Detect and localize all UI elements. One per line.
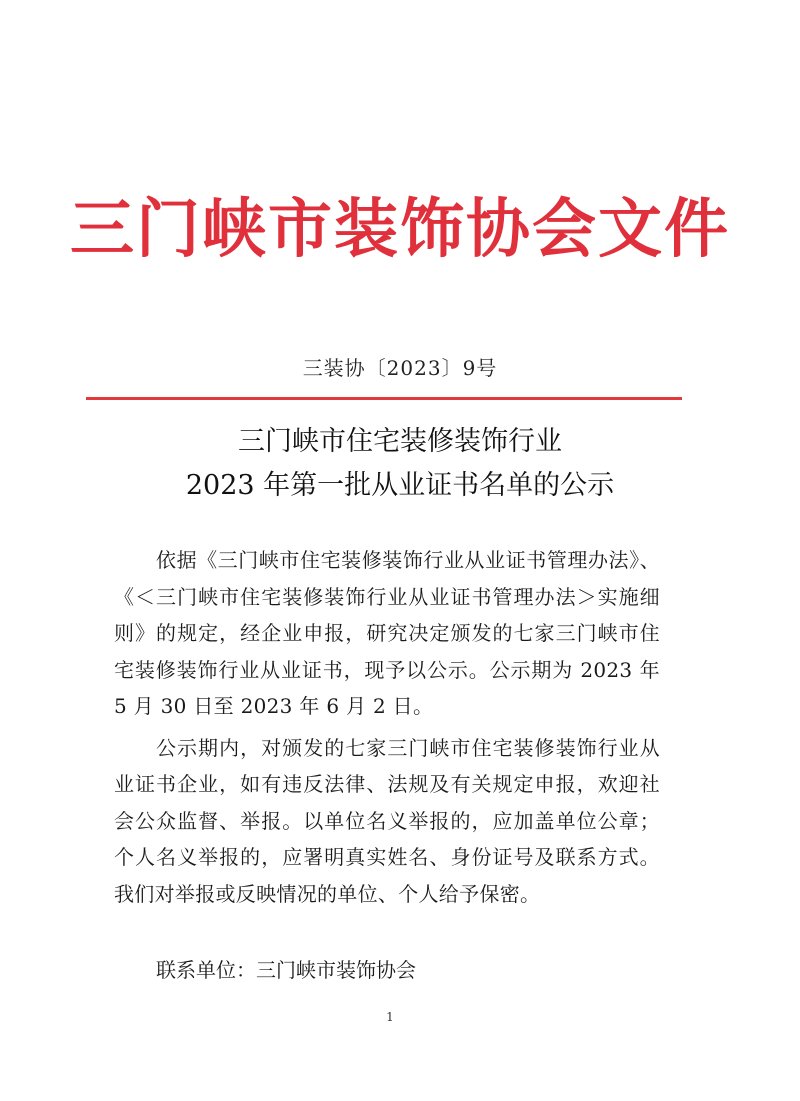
- body-paragraph-1: 依据《三门峡市住宅装修装饰行业从业证书管理办法》、《＜三门峡市住宅装修装饰行业从业证书管理办法＞实施细则》的规定，经企业申报，研究决定颁发的七家三门峡市住宅装修装饰行业从业证书，现予以公示。公示期为 2023 年 5 月 30 日至 2023 年 6 月 2 日。: [114, 548, 660, 718]
- issuer-title: 三门峡市装饰协会文件: [70, 192, 730, 267]
- page-number: 1: [386, 1010, 394, 1024]
- document-title: [0, 420, 800, 508]
- title-line-2: 2023 年第一批从业证书名单的公示: [185, 470, 615, 501]
- document-body: [114, 542, 660, 917]
- red-divider-line: [86, 397, 682, 400]
- document-number: 三装协〔2023〕9号: [302, 356, 498, 380]
- title-line-1: 三门峡市住宅装修装饰行业: [238, 426, 562, 457]
- contact-line: 联系单位：三门峡市装饰协会: [156, 958, 416, 982]
- body-paragraph-2: 公示期内，对颁发的七家三门峡市住宅装修装饰行业从业证书企业，如有违反法律、法规及有关规定申报，欢迎社会公众监督、举报。以单位名义举报的，应加盖单位公章；个人名义举报的，应署明真实姓名、身份证号及联系方式。我们对举报或反映情况的单位、个人给予保密。: [114, 735, 660, 906]
